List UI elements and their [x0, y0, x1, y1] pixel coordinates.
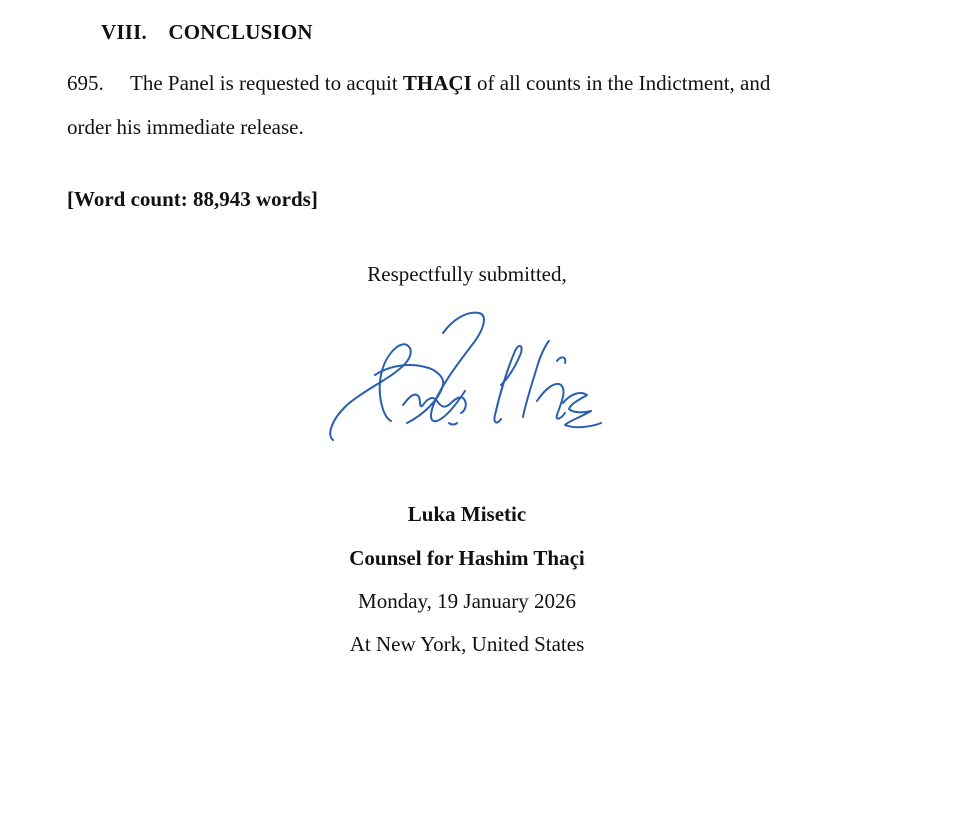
section-number: VIII.	[101, 20, 147, 44]
signature-place: At New York, United States	[349, 632, 585, 656]
signatory-name: Luka Misetic	[407, 502, 527, 526]
paragraph-bold-name: THAÇI	[402, 71, 472, 95]
word-count: [Word count: 88,943 words]	[67, 187, 318, 211]
section-title: CONCLUSION	[168, 20, 313, 44]
paragraph-text-before: The Panel is requested to acquit	[130, 71, 403, 95]
handwritten-signature	[325, 305, 615, 455]
signature-date: Monday, 19 January 2026	[358, 589, 576, 613]
paragraph-695	[67, 61, 917, 105]
paragraph-number: 695.	[67, 71, 104, 95]
signature-strokes	[330, 313, 601, 440]
paragraph-line-2: order his immediate release.	[67, 115, 304, 139]
paragraph-text-after: of all counts in the Indictment, and	[471, 71, 771, 95]
section-heading	[101, 20, 313, 45]
signatory-role: Counsel for Hashim Thaçi	[349, 546, 585, 570]
closing-phrase: Respectfully submitted,	[367, 262, 567, 286]
